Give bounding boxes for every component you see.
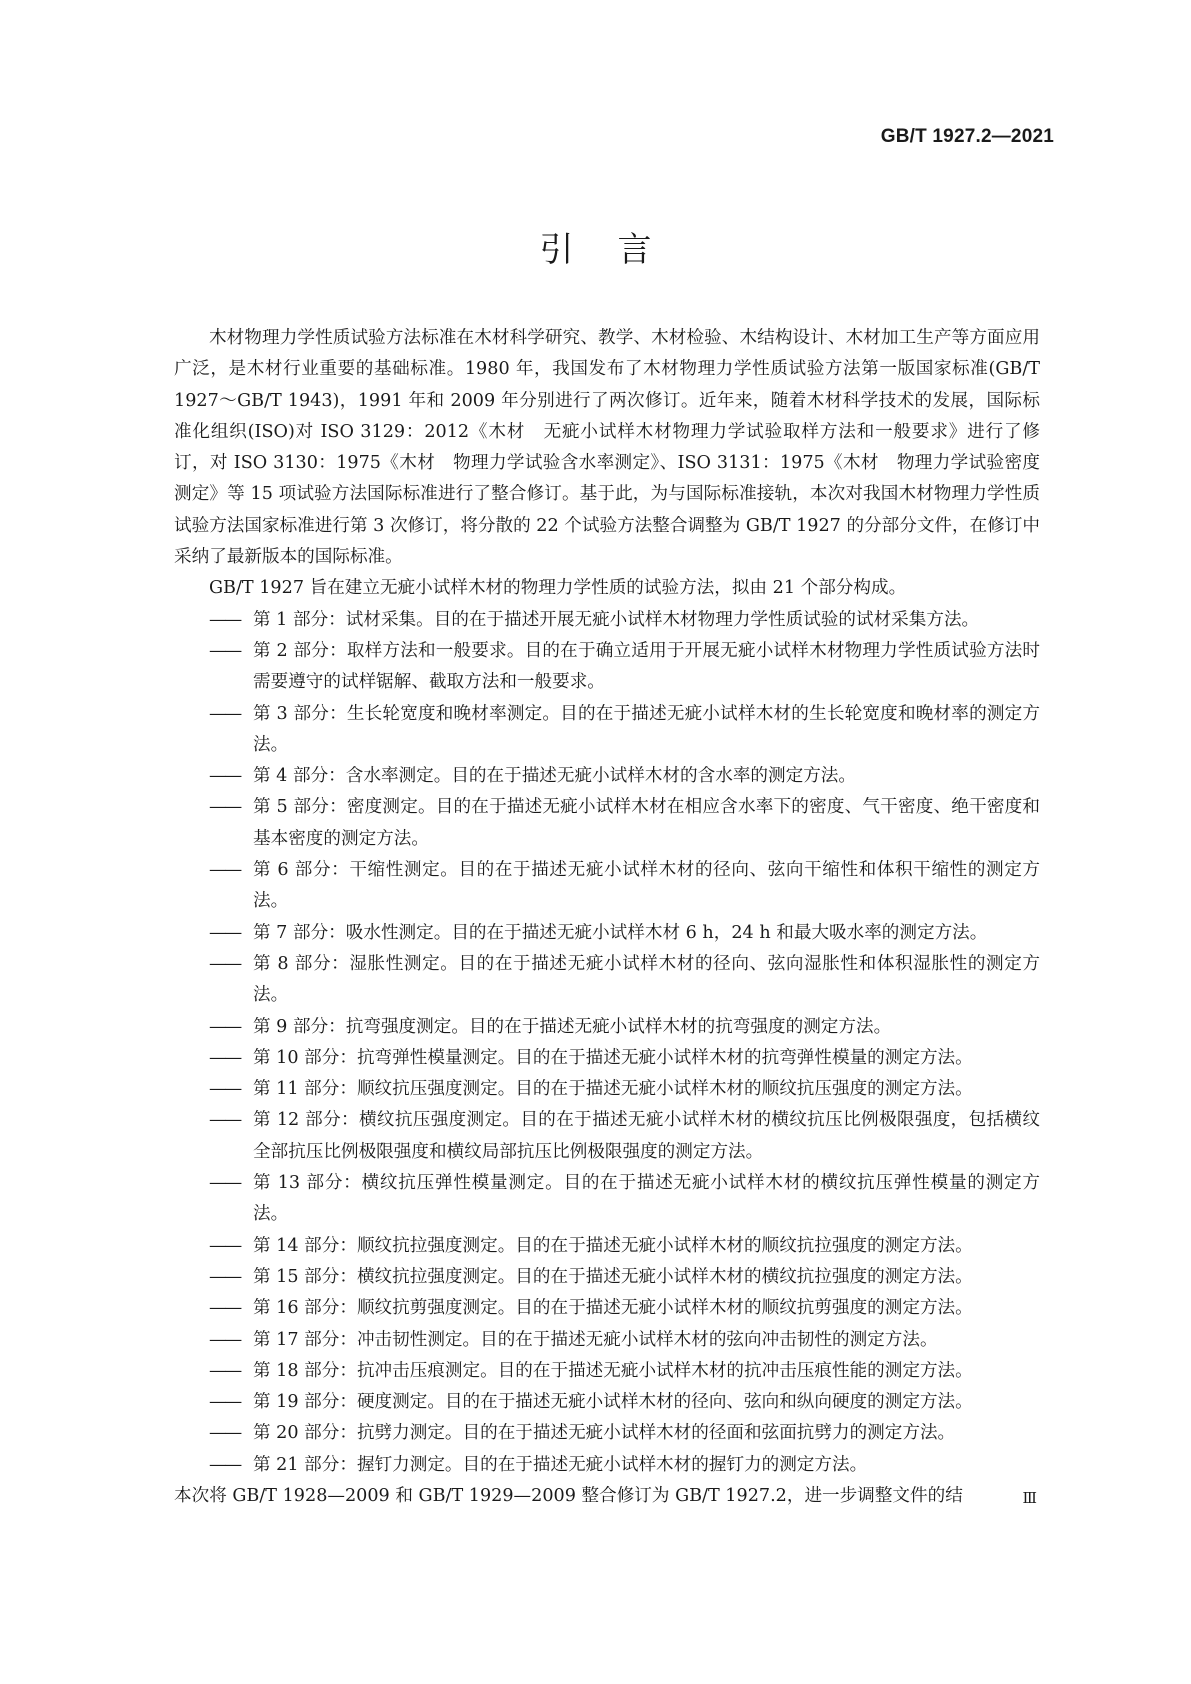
list-item [209,949,1040,1012]
list-item [209,1074,1040,1105]
parts-list [174,605,1040,1481]
list-item-text: 第 8 部分：湿胀性测定。目的在于描述无疵小试样木材的径向、弦向湿胀性和体积湿胀性的测定方法。 [253,953,1040,1006]
list-item-text: 第 15 部分：横纹抗拉强度测定。目的在于描述无疵小试样木材的横纹抗拉强度的测定方法。 [253,1266,973,1287]
list-item [209,636,1040,699]
list-dash: —— [209,1079,241,1100]
list-item [209,699,1040,762]
list-dash: —— [209,1423,241,1444]
list-dash: —— [209,1235,241,1256]
list-item-text: 第 19 部分：硬度测定。目的在于描述无疵小试样木材的径向、弦向和纵向硬度的测定方法。 [253,1392,973,1413]
list-item-text: 第 7 部分：吸水性测定。目的在于描述无疵小试样木材 6 h，24 h 和最大吸水率的测定方法。 [253,922,988,943]
list-dash: —— [209,703,241,724]
list-dash: —— [209,609,241,630]
list-dash: —— [209,860,241,881]
list-item [209,918,1040,949]
list-dash: —— [209,797,241,818]
list-item-text: 第 4 部分：含水率测定。目的在于描述无疵小试样木材的含水率的测定方法。 [253,766,856,787]
list-item [209,605,1040,636]
standard-code: GB/T 1927.2—2021 [880,126,1054,147]
page-title: 引言 [539,230,696,270]
list-item [209,1168,1040,1231]
list-dash: —— [209,1298,241,1319]
list-item-text: 第 21 部分：握钉力测定。目的在于描述无疵小试样木材的握钉力的测定方法。 [253,1454,868,1475]
list-item-text: 第 2 部分：取样方法和一般要求。目的在于确立适用于开展无疵小试样木材物理力学性质试验方法时需要遵守的试样锯解、截取方法和一般要求。 [253,640,1040,693]
list-item-text: 第 14 部分：顺纹抗拉强度测定。目的在于描述无疵小试样木材的顺纹抗拉强度的测定方法。 [253,1235,973,1256]
list-item [209,1293,1040,1324]
list-dash: —— [209,1454,241,1475]
list-item [209,1356,1040,1387]
document-body [174,323,1040,1512]
list-dash: —— [209,766,241,787]
list-item [209,1262,1040,1293]
list-item-text: 第 17 部分：冲击韧性测定。目的在于描述无疵小试样木材的弦向冲击韧性的测定方法。 [253,1329,938,1350]
list-item [209,1231,1040,1262]
list-item [209,855,1040,918]
list-item-text: 第 13 部分：横纹抗压弹性模量测定。目的在于描述无疵小试样木材的横纹抗压弹性模量的测定方法。 [253,1173,1040,1225]
list-item-text: 第 3 部分：生长轮宽度和晚材率测定。目的在于描述无疵小试样木材的生长轮宽度和晚材率的测定方法。 [253,703,1040,755]
list-item [209,1387,1040,1418]
list-dash: —— [209,1016,241,1037]
list-item [209,761,1040,792]
list-item [209,792,1040,855]
page-number: Ⅲ [1022,1491,1036,1507]
list-item [209,1325,1040,1356]
list-item [209,1012,1040,1043]
list-dash: —— [209,922,241,943]
list-dash: —— [209,1329,241,1350]
list-item [209,1450,1040,1481]
list-dash: —— [209,953,241,974]
list-item-text: 第 12 部分：横纹抗压强度测定。目的在于描述无疵小试样木材的横纹抗压比例极限强度，包括横纹全部抗压比例极限强度和横纹局部抗压比例极限强度的测定方法。 [253,1110,1040,1162]
list-item-text: 第 10 部分：抗弯弹性模量测定。目的在于描述无疵小试样木材的抗弯弹性模量的测定方法。 [253,1047,973,1068]
list-dash: —— [209,1173,241,1194]
list-item [209,1105,1040,1168]
list-dash: —— [209,1047,241,1068]
structure-paragraph: GB/T 1927 旨在建立无疵小试样木材的物理力学性质的试验方法，拟由 21 个部分构成。 [209,578,907,599]
list-item-text: 第 20 部分：抗劈力测定。目的在于描述无疵小试样木材的径面和弦面抗劈力的测定方法。 [253,1423,956,1444]
list-dash: —— [209,1360,241,1381]
list-dash: —— [209,1392,241,1413]
list-item [209,1418,1040,1449]
closing-paragraph: 本次将 GB/T 1928—2009 和 GB/T 1929—2009 整合修订为 GB/T 1927.2，进一步调整文件的结 [174,1485,963,1506]
list-item-text: 第 16 部分：顺纹抗剪强度测定。目的在于描述无疵小试样木材的顺纹抗剪强度的测定方法。 [253,1298,973,1319]
list-dash: —— [209,1266,241,1287]
list-item-text: 第 6 部分：干缩性测定。目的在于描述无疵小试样木材的径向、弦向干缩性和体积干缩性的测定方法。 [253,860,1040,912]
list-item-text: 第 18 部分：抗冲击压痕测定。目的在于描述无疵小试样木材的抗冲击压痕性能的测定方法。 [253,1360,973,1381]
intro-paragraph: 木材物理力学性质试验方法标准在木材科学研究、教学、木材检验、木结构设计、木材加工生产等方面应用广泛，是木材行业重要的基础标准。1980 年，我国发布了木材物理力学性质试验方法第一版国家标准(GB/T 1927～GB/T 1943)，1991 年和 2009 年分别进行了两次修订。近年来，随着木材科学技术的发展，国际标准化组织(ISO)对 ISO 3129：2012《木材 无疵小试样木材物理力学试验取样方法和一般要求》进行了修订，对 ISO 3130：1975《木材 物理力学试验含水率测定》、ISO 3131：1975《木材 物理力学试验密度测定》等 15 项试验方法国际标准进行了整合修订。基于此，为与国际标准接轨，本次对我国木材物理力学性质试验方法国家标准进行第 3 次修订，将分散的 22 个试验方法整合调整为 GB/T 1927 的分部分文件，在修订中采纳了最新版本的国际标准。 [174,328,1040,568]
list-item-text: 第 11 部分：顺纹抗压强度测定。目的在于描述无疵小试样木材的顺纹抗压强度的测定方法。 [253,1079,973,1100]
list-dash: —— [209,1110,241,1131]
list-item [209,1043,1040,1074]
list-item-text: 第 1 部分：试材采集。目的在于描述开展无疵小试样木材物理力学性质试验的试材采集方法。 [253,609,980,630]
list-item-text: 第 9 部分：抗弯强度测定。目的在于描述无疵小试样木材的抗弯强度的测定方法。 [253,1016,892,1037]
list-dash: —— [209,640,241,661]
list-item-text: 第 5 部分：密度测定。目的在于描述无疵小试样木材在相应含水率下的密度、气干密度、绝干密度和基本密度的测定方法。 [253,797,1040,849]
